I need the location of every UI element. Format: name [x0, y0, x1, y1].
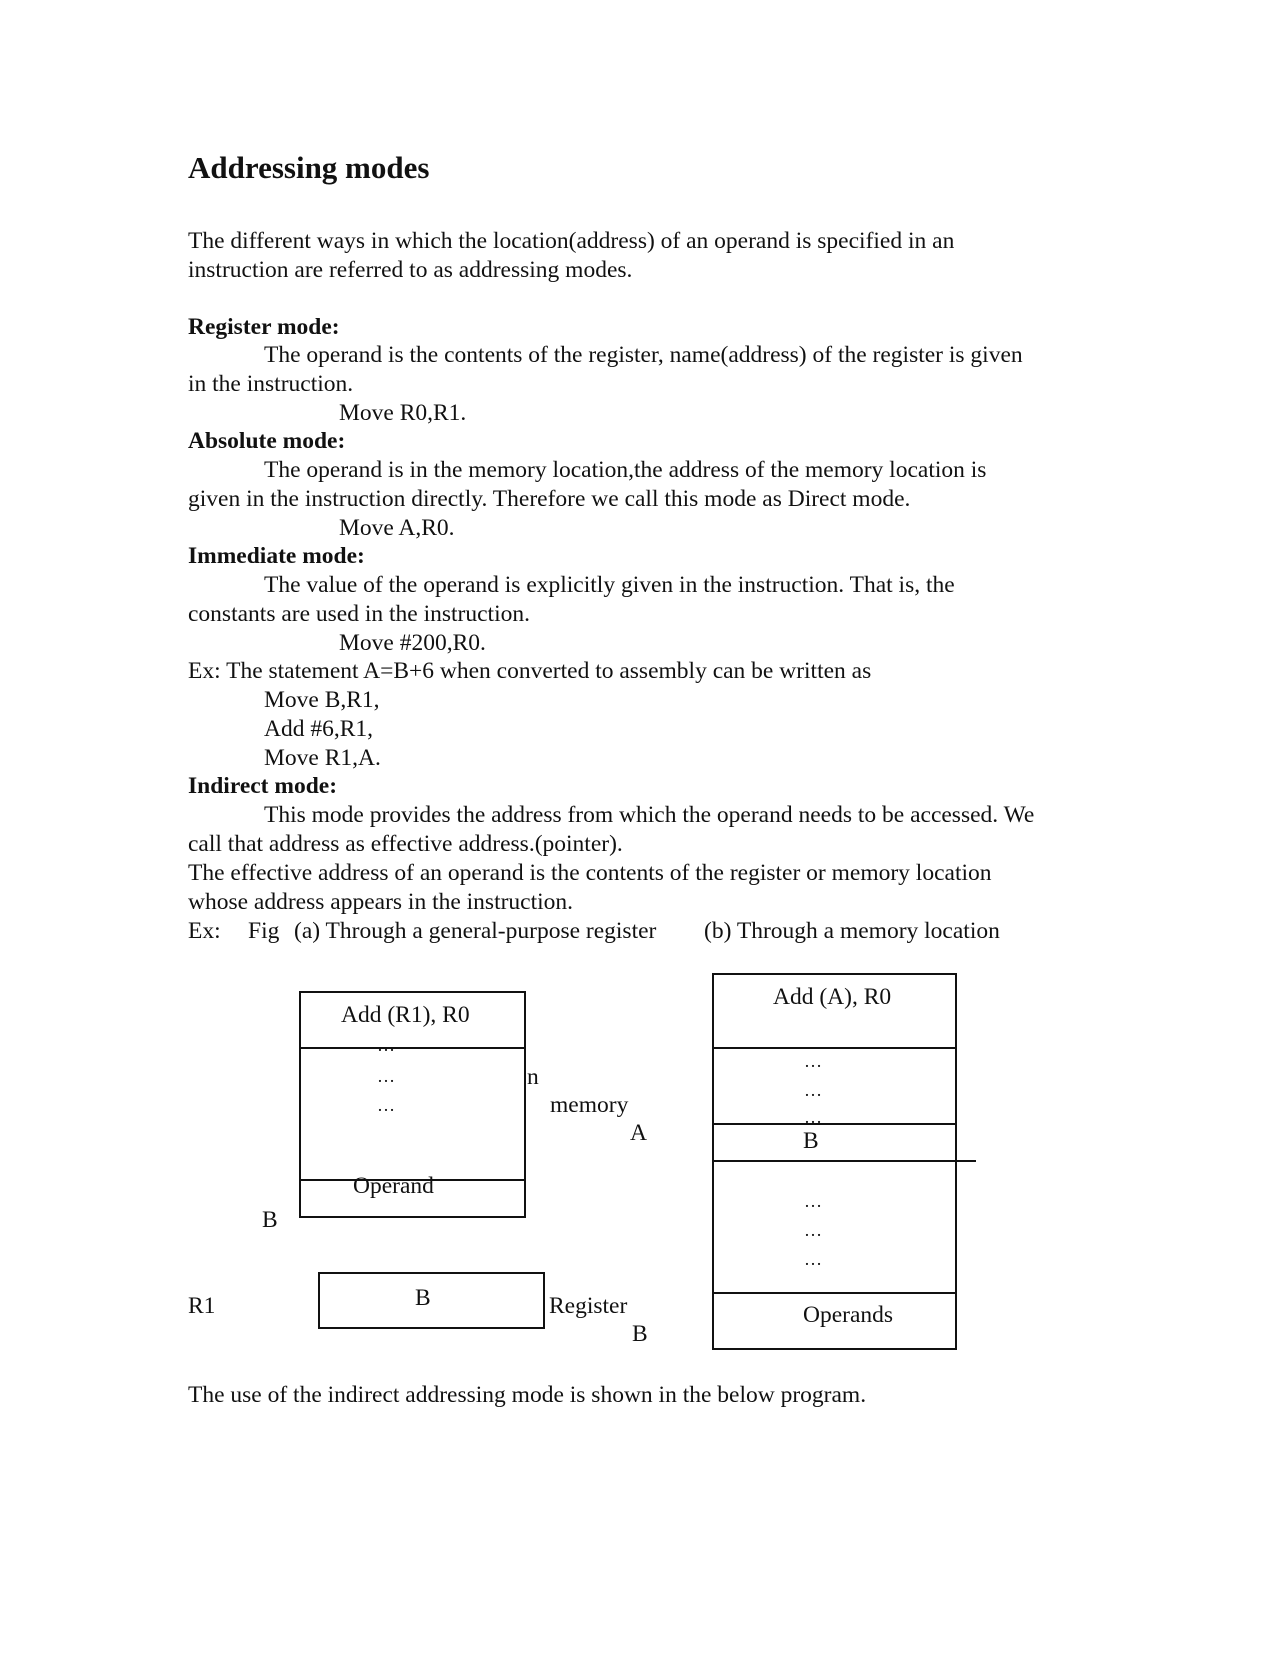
address-a-label: A — [630, 1120, 647, 1146]
instruction-add-r1-r0: Add (R1), R0 — [341, 1002, 470, 1028]
divider-line — [712, 1123, 957, 1125]
address-b-label: B — [262, 1207, 278, 1233]
register-r1-label: R1 — [188, 1293, 216, 1319]
figure-caption-a: (a) Through a general-purpose register — [294, 918, 657, 944]
indirect-mode-line-2: call that address as effective address.(pointer). — [188, 831, 623, 857]
immediate-mode-heading: Immediate mode: — [188, 543, 365, 569]
operand-cell-label: Operand — [353, 1173, 434, 1199]
code-line-3: Move R1,A. — [264, 745, 381, 771]
divider-line — [712, 1047, 957, 1049]
absolute-mode-example: Move A,R0. — [339, 515, 455, 541]
register-mode-line-1: The operand is the contents of the register, name(address) of the register is given — [264, 342, 1023, 368]
figure-caption-b: (b) Through a memory location — [704, 918, 1000, 944]
immediate-mode-line-2: constants are used in the instruction. — [188, 601, 530, 627]
closing-paragraph: The use of the indirect addressing mode is shown in the below program. — [188, 1382, 867, 1408]
register-r1-value: B — [415, 1285, 431, 1311]
memory-cell-b: B — [803, 1128, 819, 1154]
indirect-mode-heading: Indirect mode: — [188, 773, 338, 799]
code-line-2: Add #6,R1, — [264, 716, 374, 742]
register-label: Register — [549, 1293, 628, 1319]
figure-label: Fig — [248, 918, 280, 944]
ellipsis-dots: … — [804, 1249, 824, 1269]
register-r1-box — [318, 1272, 545, 1329]
immediate-mode-ex-line: Ex: The statement A=B+6 when converted to assembly can be written as — [188, 658, 872, 684]
register-mode-example: Move R0,R1. — [339, 400, 467, 426]
indirect-mode-line-3: The effective address of an operand is the contents of the register or memory location — [188, 860, 992, 886]
memory-label: memory — [550, 1092, 629, 1118]
operands-cell-label: Operands — [803, 1302, 894, 1328]
ellipsis-dots: … — [804, 1051, 824, 1071]
indirect-mode-line-4: whose address appears in the instruction. — [188, 889, 574, 915]
ellipsis-dots: … — [804, 1080, 824, 1100]
divider-line — [712, 1160, 976, 1162]
register-mode-line-2: in the instruction. — [188, 371, 354, 397]
indirect-mode-line-1: This mode provides the address from which the operand needs to be accessed. We — [264, 802, 1035, 828]
ellipsis-dots: … — [377, 1035, 397, 1055]
page-title: Addressing modes — [188, 150, 430, 185]
intro-line-2: instruction are referred to as addressing modes. — [188, 257, 633, 283]
ellipsis-dots: … — [804, 1191, 824, 1211]
figure-ex-label: Ex: — [188, 918, 221, 944]
divider-line — [299, 1047, 526, 1049]
absolute-mode-line-2: given in the instruction directly. Therefore we call this mode as Direct mode. — [188, 486, 911, 512]
intro-line-1: The different ways in which the location(address) of an operand is specified in an — [188, 228, 955, 254]
ellipsis-dots: … — [377, 1095, 397, 1115]
absolute-mode-line-1: The operand is in the memory location,the address of the memory location is — [264, 457, 987, 483]
immediate-mode-line-1: The value of the operand is explicitly given in the instruction. That is, the — [264, 572, 955, 598]
absolute-mode-heading: Absolute mode: — [188, 428, 346, 454]
code-line-1: Move B,R1, — [264, 687, 380, 713]
register-mode-heading: Register mode: — [188, 314, 340, 340]
divider-line — [712, 1292, 957, 1294]
immediate-mode-example: Move #200,R0. — [339, 630, 486, 656]
ellipsis-dots: … — [804, 1220, 824, 1240]
instruction-add-a-r0: Add (A), R0 — [773, 984, 892, 1010]
stray-n-label: n — [527, 1064, 539, 1090]
ellipsis-dots: … — [377, 1066, 397, 1086]
ellipsis-dots: … — [804, 1107, 824, 1127]
register-b-label: B — [632, 1321, 648, 1347]
